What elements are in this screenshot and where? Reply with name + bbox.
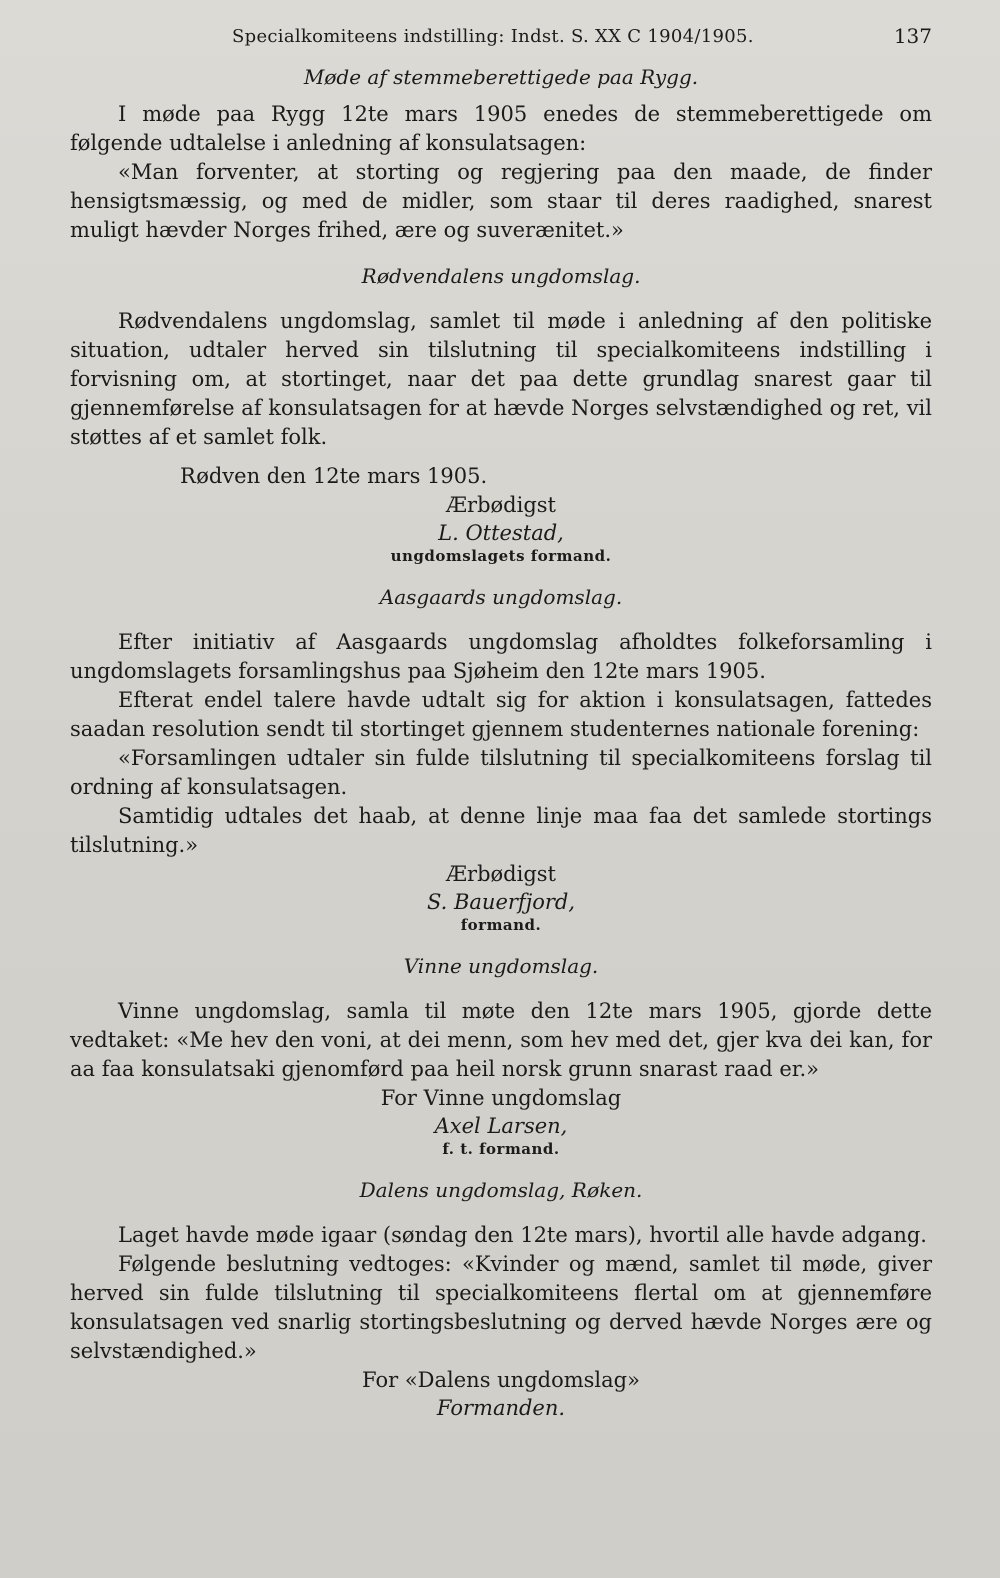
paragraph: Vinne ungdomslag, samla til møte den 12te mars 1905, gjorde dette vedtaket: «Me hev den voni, at dei menn, som hev med det, gjer kva dei kan, for aa faa konsulatsaki gjenomførd paa heil norsk grunn snarast raad er.»	[70, 999, 932, 1081]
paragraph: «Man forventer, at storting og regjering paa den maade, de finder hensigtsmæssig, og med de midler, som staar til deres raadighed, snarest muligt hævder Norges frihed, ære og suverænitet.»	[70, 160, 932, 242]
paragraph: Følgende beslutning vedtoges: «Kvinder og mænd, samlet til møde, giver herved sin fulde tilslutning til specialkomiteens flertal om at gjennemføre konsulatsagen ved snarlig stortingsbeslutning og derved hævde Norges ære og selvstændighed.»	[70, 1252, 932, 1363]
signer-name: S. Bauerfjord,	[426, 890, 575, 914]
paragraph: Efterat endel talere havde udtalt sig for aktion i konsulatsagen, fattedes saadan resolution sendt til stortinget gjennem studenternes nationale forening:	[70, 688, 932, 741]
section-aasgaard	[70, 584, 932, 935]
paragraph: I møde paa Rygg 12te mars 1905 enedes de stemmeberettigede om følgende udtalelse i anledning af konsulatsagen:	[70, 102, 932, 155]
section-vinne	[70, 953, 932, 1159]
signer-role: formand.	[460, 916, 542, 934]
signer-role: f. t. formand.	[442, 1140, 560, 1158]
closing: For «Dalens ungdomslag»	[362, 1368, 640, 1392]
section-rodvendalen	[70, 263, 932, 566]
paragraph: Laget havde møde igaar (søndag den 12te mars), hvortil alle havde adgang.	[118, 1223, 927, 1247]
page-number: 137	[893, 24, 932, 48]
section-dalen	[70, 1177, 932, 1421]
paragraph: Samtidig udtales det haab, at denne linje maa faa det samlede stortings tilslutning.»	[70, 804, 932, 857]
signer-name: Formanden.	[436, 1396, 566, 1420]
closing: Ærbødigst	[446, 862, 556, 886]
section-title: Aasgaards ungdomslag.	[379, 585, 623, 609]
section-title: Møde af stemmeberettigede paa Rygg.	[303, 65, 699, 89]
closing: Ærbødigst	[446, 493, 556, 517]
page-header	[70, 18, 932, 64]
section-title: Vinne ungdomslag.	[403, 954, 599, 978]
paragraph: Efter initiativ af Aasgaards ungdomslag afholdtes folkeforsamling i ungdomslagets forsamlingshus paa Sjøheim den 12te mars 1905.	[70, 630, 932, 683]
section-title: Dalens ungdomslag, Røken.	[359, 1178, 643, 1202]
section-title: Rødvendalens ungdomslag.	[361, 264, 641, 288]
section-rygg	[70, 64, 932, 245]
signer-role: ungdomslagets formand.	[390, 547, 612, 565]
paragraph: Rødvendalens ungdomslag, samlet til møde i anledning af den politiske situation, udtaler herved sin tilslutning til specialkomiteens indstilling i forvisning om, at stortinget, naar det paa dette grundlag snarest gaar til gjennemførelse af konsulatsagen for at hævde Norges selvstændighed og ret, vil støttes af et samlet folk.	[70, 309, 932, 449]
closing: For Vinne ungdomslag	[380, 1086, 622, 1110]
running-head: Specialkomiteens indstilling: Indst. S. XX C 1904/1905.	[232, 26, 754, 47]
dateline: Rødven den 12te mars 1905.	[180, 464, 488, 488]
signer-name: L. Ottestad,	[438, 521, 564, 545]
paragraph: «Forsamlingen udtaler sin fulde tilslutning til specialkomiteens forslag til ordning af konsulatsagen.	[70, 746, 932, 799]
signer-name: Axel Larsen,	[434, 1114, 568, 1138]
